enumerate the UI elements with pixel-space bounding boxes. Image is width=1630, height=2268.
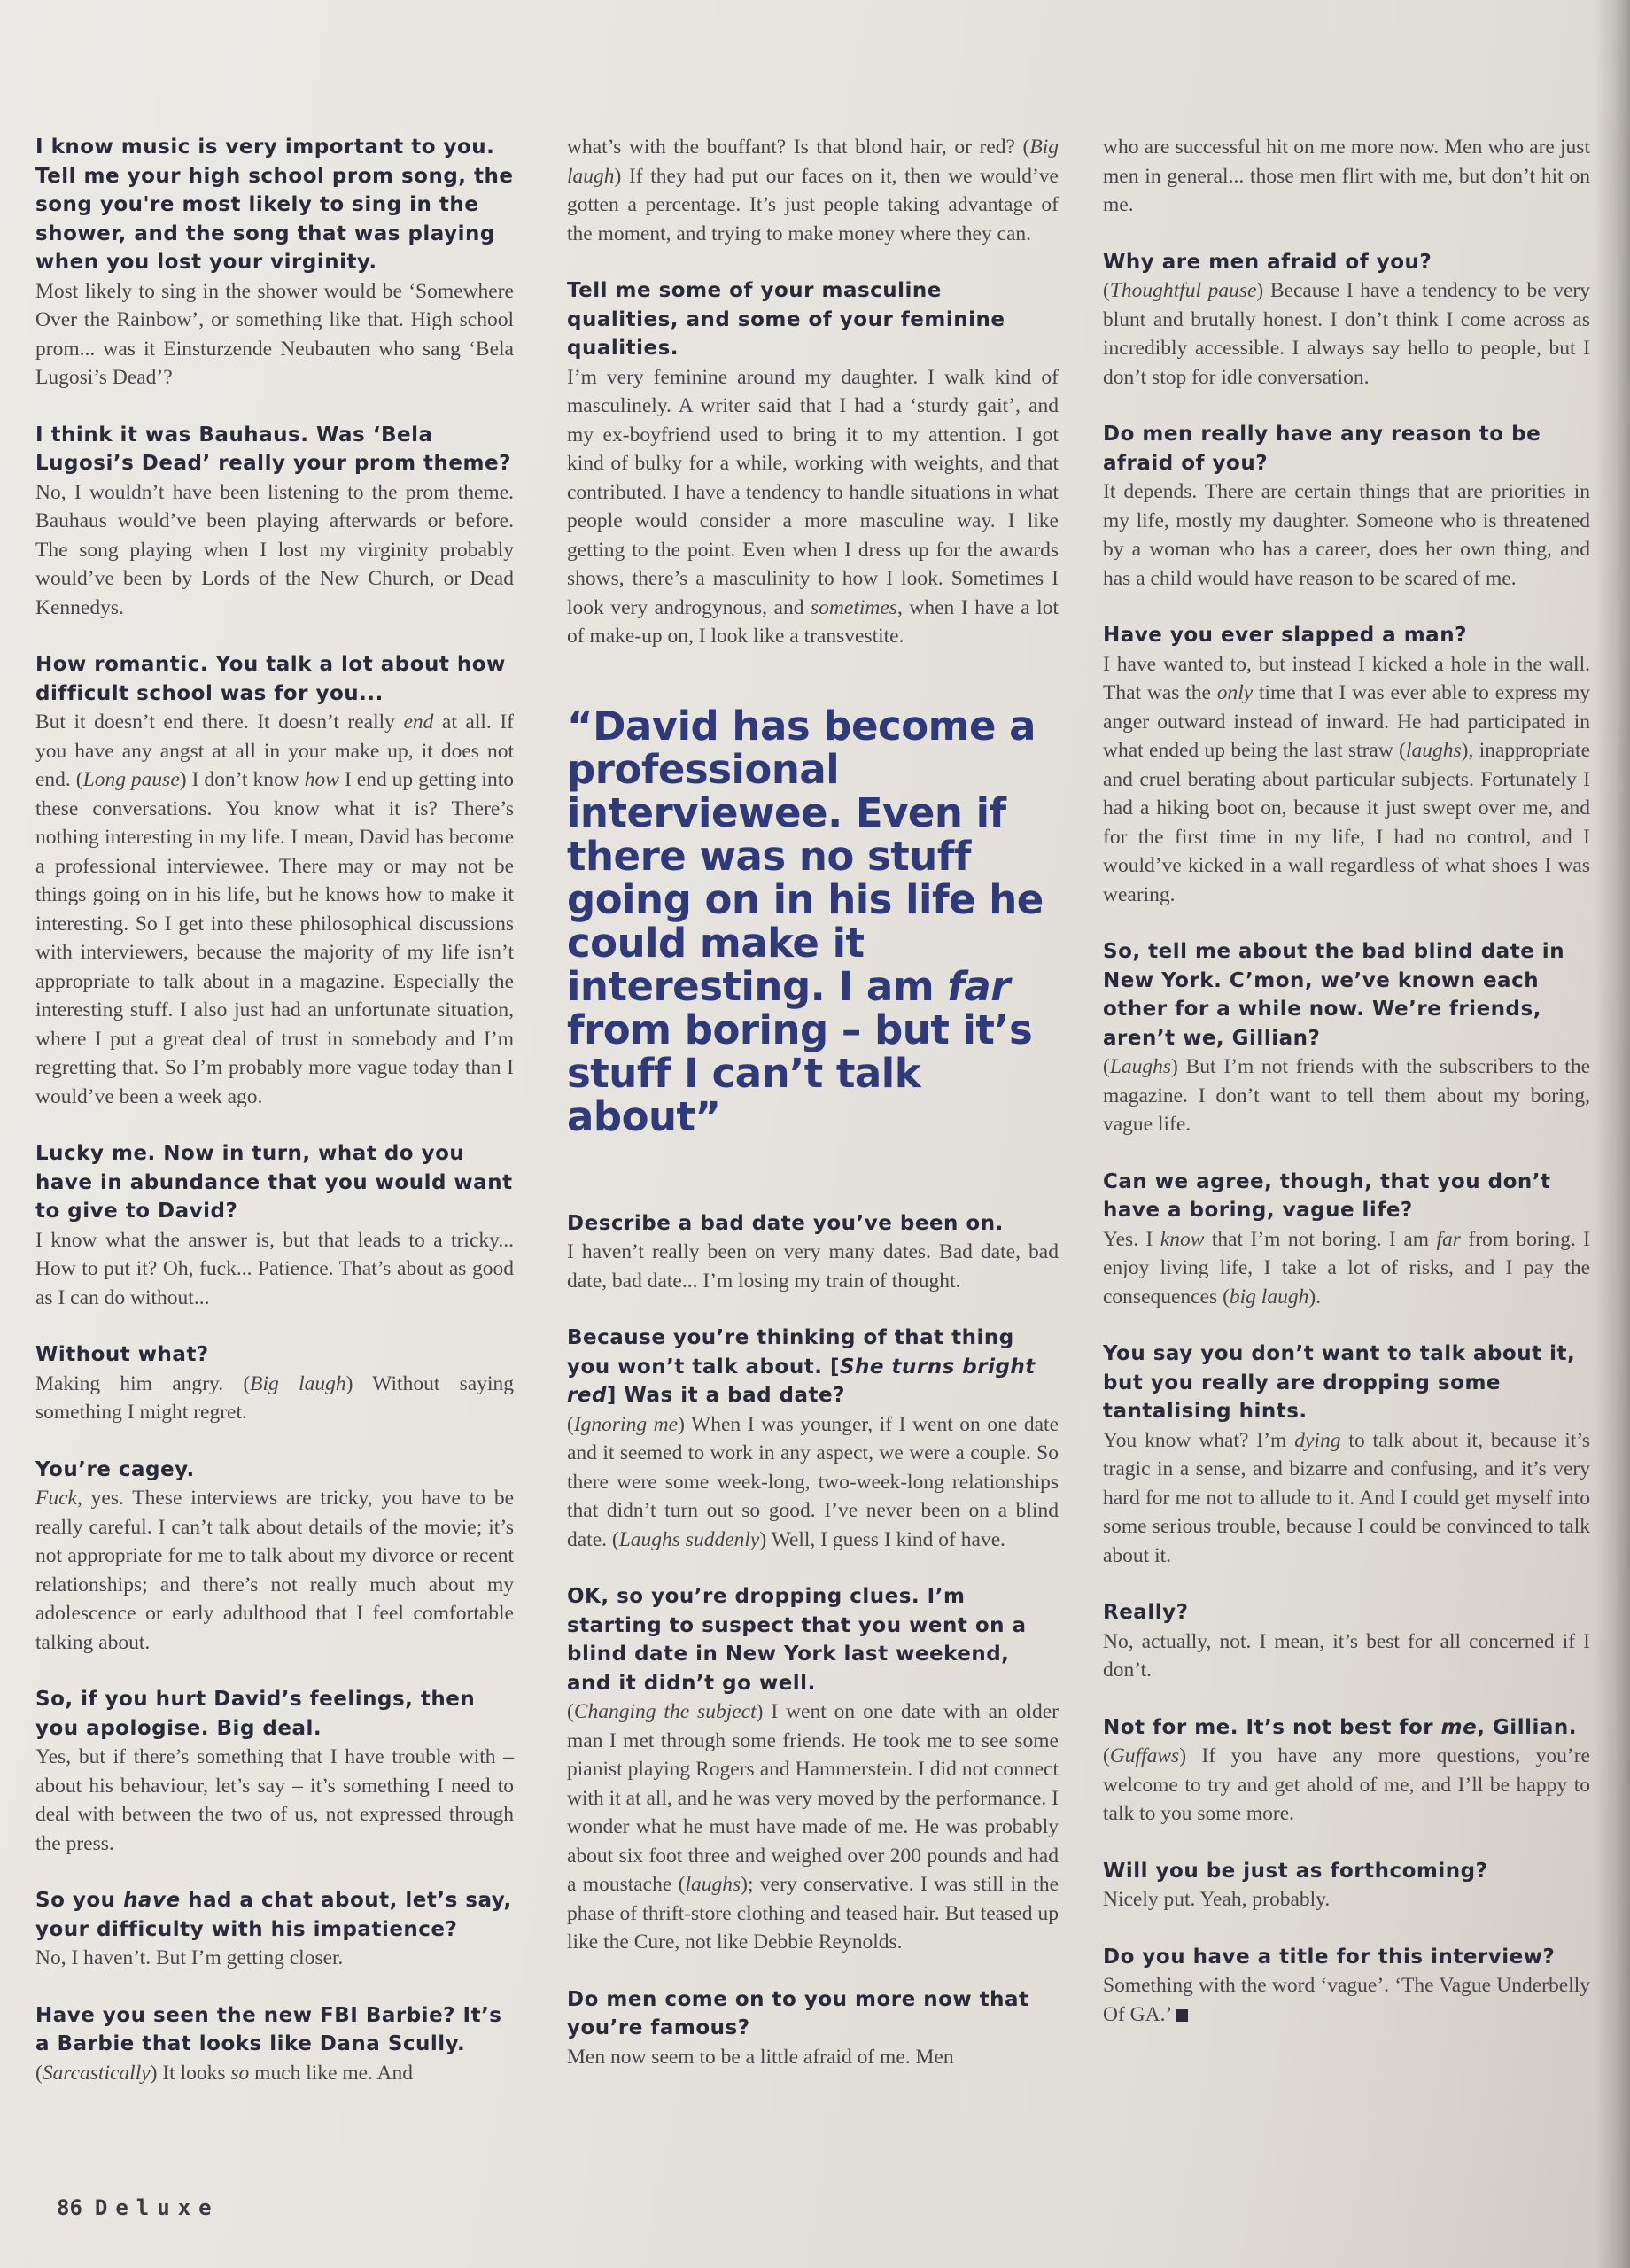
interview-answer: Most likely to sing in the shower would be ‘Somewhere Over the Rainbow’, or something like that. High school prom... was it Einsturzende Neubauten who sang ‘Bela Lugosi’s Dead’?	[35, 279, 514, 389]
interview-answer: Making him angry. (Big laugh) Without saying something I might regret.	[35, 1371, 514, 1424]
interview-answer: No, I wouldn’t have been listening to the prom theme. Bauhaus would’ve been playing afterwards or before. The song playing when I lost my virginity probably would’ve been by Lords of the New Church, or Dead Kennedys.	[35, 480, 514, 619]
interview-answer: Yes, but if there’s something that I have trouble with – about his behaviour, let’s say – it’s something I need to deal with between the two of us, not expressed through the press.	[35, 1745, 514, 1855]
italic-text: only	[1216, 681, 1254, 704]
interview-question: Can we agree, though, that you don’t have a boring, vague life?	[1103, 1169, 1551, 1222]
interview-question: Really?	[1103, 1601, 1189, 1624]
interview-question: Not for me. It’s not best for me, Gillian.	[1103, 1715, 1577, 1739]
interview-question: Do men come on to you more now that you’re famous?	[567, 1987, 1029, 2039]
interview-answer: (Thoughtful pause) Because I have a tendency to be very blunt and brutally honest. I don’t think I come across as incredibly accessible. I always say hello to people, but I don’t stop for idle conversation.	[1103, 279, 1590, 389]
interview-answer: You know what? I’m dying to talk about it, because it’s tragic in a sense, and bizarre and confusing, and it’s very hard for me not to allude to it. And I could get myself into some serious trouble, because I could be convinced to talk about it.	[1103, 1428, 1590, 1567]
interview-answer: (Ignoring me) When I was younger, if I went on one date and it seemed to work in any aspect, we were a couple. So there were some week-long, two-week-long relationships that didn’t turn out so good. I’ve never been on a blind date. (Laughs suddenly) Well, I guess I kind of have.	[567, 1412, 1059, 1551]
interview-question: You’re cagey.	[35, 1457, 195, 1481]
interview-answer: Men now seem to be a little afraid of me. Men	[567, 2045, 954, 2069]
italic-text: laughs	[685, 1873, 741, 1896]
interview-question: I think it was Bauhaus. Was ‘Bela Lugosi’s Dead’ really your prom theme?	[35, 423, 511, 475]
italic-text: end	[403, 711, 434, 734]
interview-question: Describe a bad date you’ve been on.	[567, 1211, 1004, 1235]
italic-text: know	[1160, 1227, 1205, 1251]
italic-text: sometimes	[811, 595, 897, 619]
interview-question: Because you’re thinking of that thing you won’t talk about. [She turns bright red] Was it a bad date?	[567, 1326, 1036, 1407]
page-folio	[57, 2195, 220, 2220]
interview-question: Do men really have any reason to be afraid of you?	[1103, 423, 1541, 475]
column-3	[1103, 133, 1590, 2057]
interview-question: Have you seen the new FBI Barbie? It’s a Barbie that looks like Dana Scully.	[35, 2003, 502, 2055]
interview-answer: No, I haven’t. But I’m getting closer.	[35, 1946, 344, 1969]
interview-answer: Something with the word ‘vague’. ‘The Vague Underbelly Of GA.’	[1103, 1974, 1590, 2026]
italic-text: have	[123, 1889, 181, 1912]
page-number: 86	[57, 2195, 82, 2220]
italic-text: Big laugh	[250, 1371, 346, 1395]
italic-text: Sarcastically	[42, 2061, 151, 2085]
italic-text: Ignoring me	[573, 1412, 679, 1436]
interview-answer: (Changing the subject) I went on one date with an older man I met through some friends. He took me to see some pianist playing Rogers and Hammerstein. I did not connect with it at all, and he was very moved by the performance. I wonder what he must have made of me. He was probably about six foot three and weighed over 200 pounds and had a moustache (laughs); very conservative. I was still in the phase of thrift-store clothing and teased hair. But teased up like the Cure, not like Debbie Reynolds.	[567, 1700, 1059, 1953]
interview-answer: I know what the answer is, but that leads to a tricky... How to put it? Oh, fuck... Patience. That’s about as good as I can do without...	[35, 1228, 514, 1309]
column-1	[35, 133, 514, 2116]
interview-question: So, if you hurt David’s feelings, then you apologise. Big deal.	[35, 1688, 476, 1740]
italic-text: She turns bright red	[567, 1355, 1036, 1407]
italic-text: how	[304, 768, 339, 791]
interview-question: Without what?	[35, 1343, 209, 1366]
interview-answer: (Sarcastically) It looks so much like me. And	[35, 2061, 414, 2085]
column-2	[567, 133, 1059, 2100]
italic-text: far	[947, 962, 1010, 1010]
interview-question: OK, so you’re dropping clues. I’m starting to suspect that you went on a blind date in New York last weekend, and it didn’t go well.	[567, 1585, 1027, 1695]
italic-text: Laughs	[1109, 1055, 1172, 1078]
italic-text: big laugh	[1229, 1285, 1309, 1309]
pull-quote: “David has become a professional interviewee. Even if there was no stuff going on in his life he could make it interesting. I am far from boring – but it’s stuff I can’t talk about”	[567, 702, 1044, 1140]
interview-answer: It depends. There are certain things that are priorities in my life, mostly my daughter. Someone who is threatened by a woman who has a career, does her own thing, and has a child would have reason to be scared of me.	[1103, 480, 1590, 590]
interview-question: Do you have a title for this interview?	[1103, 1945, 1556, 1969]
italic-text: far	[1436, 1227, 1461, 1251]
italic-text: Guffaws	[1109, 1744, 1180, 1767]
interview-question: Have you ever slapped a man?	[1103, 624, 1467, 647]
interview-question: Will you be just as forthcoming?	[1103, 1859, 1488, 1883]
italic-text: dying	[1294, 1428, 1341, 1452]
interview-question: Why are men afraid of you?	[1103, 250, 1432, 274]
column-2-bottom	[567, 1209, 1059, 2072]
magazine-name: Deluxe	[94, 2195, 220, 2220]
interview-question: You say you don’t want to talk about it, but you really are dropping some tantalising hints.	[1103, 1342, 1576, 1423]
italic-text: me	[1440, 1715, 1478, 1739]
interview-answer: (Guffaws) If you have any more questions, you’re welcome to try and get ahold of me, and I’ll be happy to talk to you some more.	[1103, 1744, 1590, 1825]
interview-answer: I’m very feminine around my daughter. I walk kind of masculinely. A writer said that I had a ‘sturdy gait’, and my ex-boyfriend used to bring it to my attention. I got kind of bulky for a while, working with weights, and that contributed. I have a tendency to handle situations in what people would consider a more masculine way. I like getting to the point. Even when I dress up for the awards shows, there’s a masculinity to how I look. Sometimes I look very androgynous, and sometimes, when I have a lot of make-up on, I look like a transvestite.	[567, 365, 1059, 648]
italic-text: Thoughtful pause	[1109, 279, 1257, 302]
page-spine-shadow	[1595, 0, 1630, 2268]
interview-answer: Fuck, yes. These interviews are tricky, you have to be really careful. I can’t talk about details of the movie; it’s not appropriate for me to talk about my divorce or recent relationships; and there’s not really much about my adolescence or early adulthood that I feel comfortable talking about.	[35, 1487, 514, 1654]
interview-answer: Nicely put. Yeah, probably.	[1103, 1888, 1331, 1911]
interview-answer: who are successful hit on me more now. Men who are just men in general... those men flirt with me, but don’t hit on me.	[1103, 136, 1590, 216]
interview-answer: I haven’t really been on very many dates. Bad date, bad date, bad date... I’m losing my train of thought.	[567, 1240, 1059, 1293]
interview-question: So you have had a chat about, let’s say, your difficulty with his impatience?	[35, 1889, 512, 1941]
end-of-article-mark	[1176, 2009, 1188, 2022]
italic-text: Changing the subject	[573, 1700, 757, 1723]
interview-question: How romantic. You talk a lot about how difficult school was for you...	[35, 653, 506, 705]
italic-text: Fuck	[35, 1487, 77, 1510]
italic-text: Laughs suddenly	[618, 1527, 760, 1551]
interview-question: Tell me some of your masculine qualities, and some of your feminine qualities.	[567, 279, 1005, 360]
interview-answer: No, actually, not. I mean, it’s best for all concerned if I don’t.	[1103, 1629, 1590, 1682]
interview-question: Lucky me. Now in turn, what do you have in abundance that you would want to give to David?	[35, 1142, 513, 1223]
interview-question: I know music is very important to you. Tell me your high school prom song, the song you're most likely to sing in the shower, and the song that was playing when you lost your virginity.	[35, 136, 514, 274]
interview-answer: what’s with the bouffant? Is that blond hair, or red? (Big laugh) If they had put our faces on it, then we would’ve gotten a percentage. It’s just people taking advantage of the moment, and trying to make money where they can.	[567, 136, 1059, 245]
italic-text: Long pause	[82, 768, 180, 791]
column-2-top	[567, 133, 1059, 651]
interview-answer: (Laughs) But I’m not friends with the subscribers to the magazine. I don’t want to tell them about my boring, vague life.	[1103, 1055, 1590, 1136]
italic-text: so	[230, 2061, 250, 2085]
interview-question: So, tell me about the bad blind date in New York. C’mon, we’ve known each other for a while now. We’re friends, aren’t we, Gillian?	[1103, 940, 1565, 1050]
italic-text: laughs	[1405, 739, 1462, 762]
interview-answer: But it doesn’t end there. It doesn’t really end at all. If you have any angst at all in your make up, it does not end. (Long pause) I don’t know how I end up getting into these conversations. You know what it is? There’s nothing interesting in my life. I mean, David has become a professional interviewee. There may or may not be things going on in his life, but he knows how to make it interesting. So I get into these philosophical discussions with interviewers, because the majority of my life isn’t appropriate to talk about in a magazine. Especially the interesting stuff. I also just had an unfortunate situation, where I put a great deal of trust in somebody and I’m regretting that. So I’m probably more vague today than I would’ve been a week ago.	[35, 711, 514, 1108]
italic-text: Big laugh	[567, 136, 1059, 188]
interview-answer: Yes. I know that I’m not boring. I am far from boring. I enjoy living life, I take a lot of risks, and I pay the consequences (big laugh).	[1103, 1227, 1590, 1309]
interview-answer: I have wanted to, but instead I kicked a hole in the wall. That was the only time that I was ever able to express my anger outward instead of inward. He had participated in what ended up being the last straw (laughs), inappropriate and cruel berating about particular subjects. Fortunately I had a hiking boot on, because it just swept over me, and for the first time in my life, I had no control, and I would’ve kicked in a wall regardless of what shoes I was wearing.	[1103, 652, 1590, 906]
